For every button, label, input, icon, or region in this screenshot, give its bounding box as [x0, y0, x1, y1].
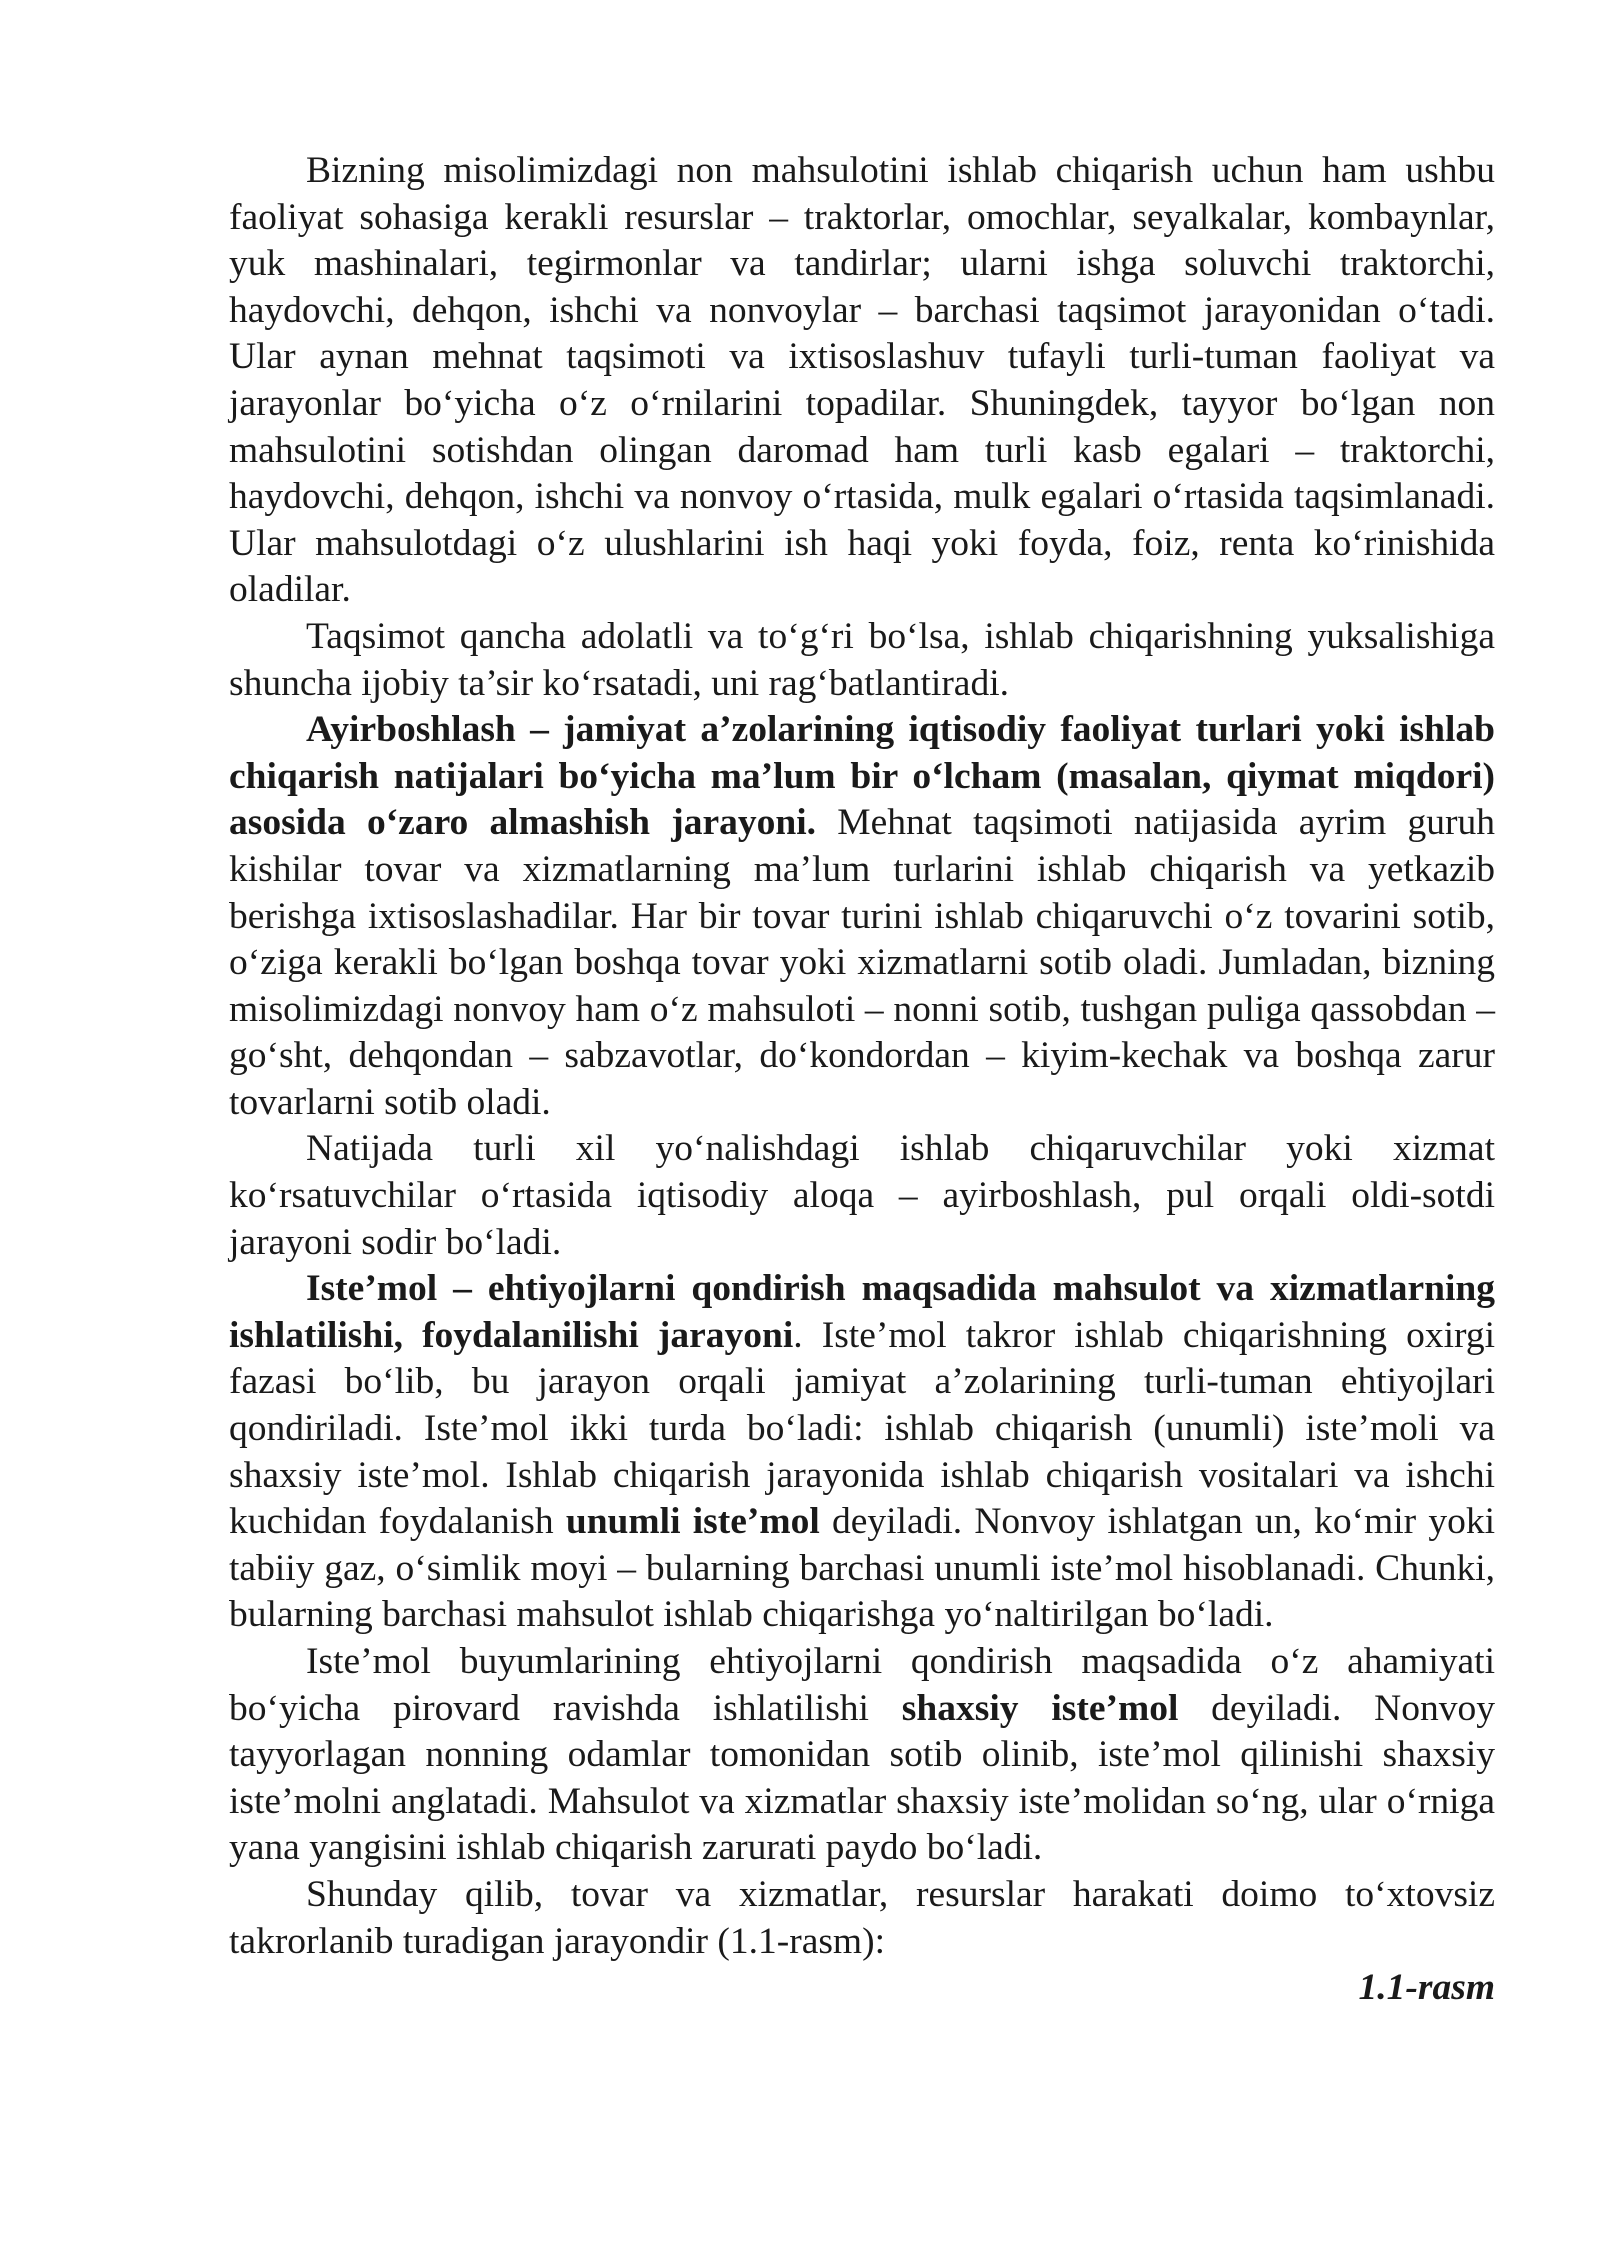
- paragraph-text: Shunday qilib, tovar va xizmatlar, resurslar harakati doimo to‘xtovsiz takrorlanib turadigan jarayondir (1.1-rasm):: [229, 1873, 1495, 1962]
- paragraph-text: . Iste’mol takror ishlab chiqarishning oxirgi fazasi bo‘lib, bu jarayon orqali jamiyat a’zolarining turli-tuman ehtiyojlari qondiriladi. Iste’mol ikki turda bo‘ladi: ishlab chiqarish (unumli) iste’moli va shaxsiy iste’mol. Ishlab chiqarish jarayonida ishlab chiqarish vositalari va ishchi kuchidan foydalanish: [229, 1314, 1496, 1543]
- paragraph-exchange: [229, 707, 1495, 1126]
- paragraph-text: Taqsimot qancha adolatli va to‘g‘ri bo‘lsa, ishlab chiqarishning yuksalishiga shuncha ijobiy ta’sir ko‘rsatadi, uni rag‘batlantiradi.: [229, 615, 1495, 704]
- paragraph-text: Mehnat taqsimoti natijasida ayrim guruh kishilar tovar va xizmatlarning ma’lum turlarini ishlab chiqarish va yetkazib berishga ixtisoslashadilar. Har bir tovar turini ishlab chiqaruvchi o‘z tovarini sotib, o‘ziga kerakli bo‘lgan boshqa tovar yoki xizmatlarni sotib oladi. Jumladan, bizning misolimizdagi nonvoy ham o‘z mahsuloti – nonni sotib, tushgan puliga qassobdan – go‘sht, dehqondan – sabzavotlar, do‘kondordan – kiyim-kechak va boshqa zarur tovarlarni sotib oladi.: [229, 802, 1495, 1123]
- paragraph-text: deyiladi. Nonvoy tayyorlagan nonning odamlar tomonidan sotib olinib, iste’mol qilinishi shaxsiy iste’molni anglatadi. Mahsulot va xizmatlar shaxsiy iste’molidan so‘ng, ular o‘rniga yana yangisini ishlab chiqarish zarurati paydo bo‘ladi.: [229, 1687, 1495, 1869]
- paragraph-consumption: [229, 1266, 1495, 1639]
- paragraph-personal-consumption: [229, 1639, 1495, 1872]
- paragraph-fair-distribution: [229, 614, 1495, 707]
- paragraph-economic-relation: [229, 1126, 1495, 1266]
- paragraph-text: Iste’mol buyumlarining ehtiyojlarni qondirish maqsadida o‘z ahamiyati bo‘yicha pirovard ravishda ishlatilishi: [229, 1641, 1495, 1729]
- paragraph-text: Bizning misolimizdagi non mahsulotini ishlab chiqarish uchun ham ushbu faoliyat sohasiga kerakli resurslar – traktorlar, omochlar, seyalkalar, kombaynlar, yuk mashinalari, tegirmonlar va tandirlar; ularni ishga soluvchi traktorchi, haydovchi, dehqon, ishchi va nonvoylar – barchasi taqsimot jarayonidan o‘tadi. Ular aynan mehnat taqsimoti va ixtisoslashuv tufayli turli-tuman faoliyat va jarayonlar bo‘yicha o‘z o‘rnilarini topadilar. Shuningdek, tayyor bo‘lgan non mahsulotini sotishdan olingan daromad ham turli kasb egalari – traktorchi, haydovchi, dehqon, ishchi va nonvoy o‘rtasida, mulk egalari o‘rtasida taqsimlanadi. Ular mahsulotdagi o‘z ulushlarini ish haqi yoki foyda, foiz, renta ko‘rinishida oladilar.: [229, 150, 1495, 611]
- definition-consumption: Iste’mol – ehtiyojlarni qondirish maqsadida mahsulot va xizmatlarning ishlatilishi, foydalanilishi jarayoni: [229, 1268, 1495, 1356]
- paragraph-text: deyiladi. Nonvoy ishlatgan un, ko‘mir yoki tabiiy gaz, o‘simlik moyi – bularning barchasi unumli iste’mol hisoblanadi. Chunki, bularning barchasi mahsulot ishlab chiqarishga yo‘naltirilgan bo‘ladi.: [229, 1501, 1496, 1636]
- paragraph-conclusion: [229, 1872, 1495, 1965]
- paragraph-resource-distribution: [229, 148, 1495, 614]
- figure-caption: 1.1-rasm: [1358, 1967, 1495, 2009]
- definition-exchange: Ayirboshlash – jamiyat a’zolarining iqtisodiy faoliyat turlari yoki ishlab chiqarish natijalari bo‘yicha ma’lum bir o‘lcham (masalan, qiymat miqdori) asosida o‘zaro almashish jarayoni.: [229, 709, 1495, 844]
- paragraph-text: Natijada turli xil yo‘nalishdagi ishlab chiqaruvchilar yoki xizmat ko‘rsatuvchilar o‘rtasida iqtisodiy aloqa – ayirboshlash, pul orqali oldi-sotdi jarayoni sodir bo‘ladi.: [229, 1128, 1495, 1263]
- term-productive-consumption: unumli iste’mol: [565, 1501, 820, 1543]
- document-page: [229, 148, 1495, 2012]
- term-personal-consumption: shaxsiy iste’mol: [901, 1687, 1179, 1729]
